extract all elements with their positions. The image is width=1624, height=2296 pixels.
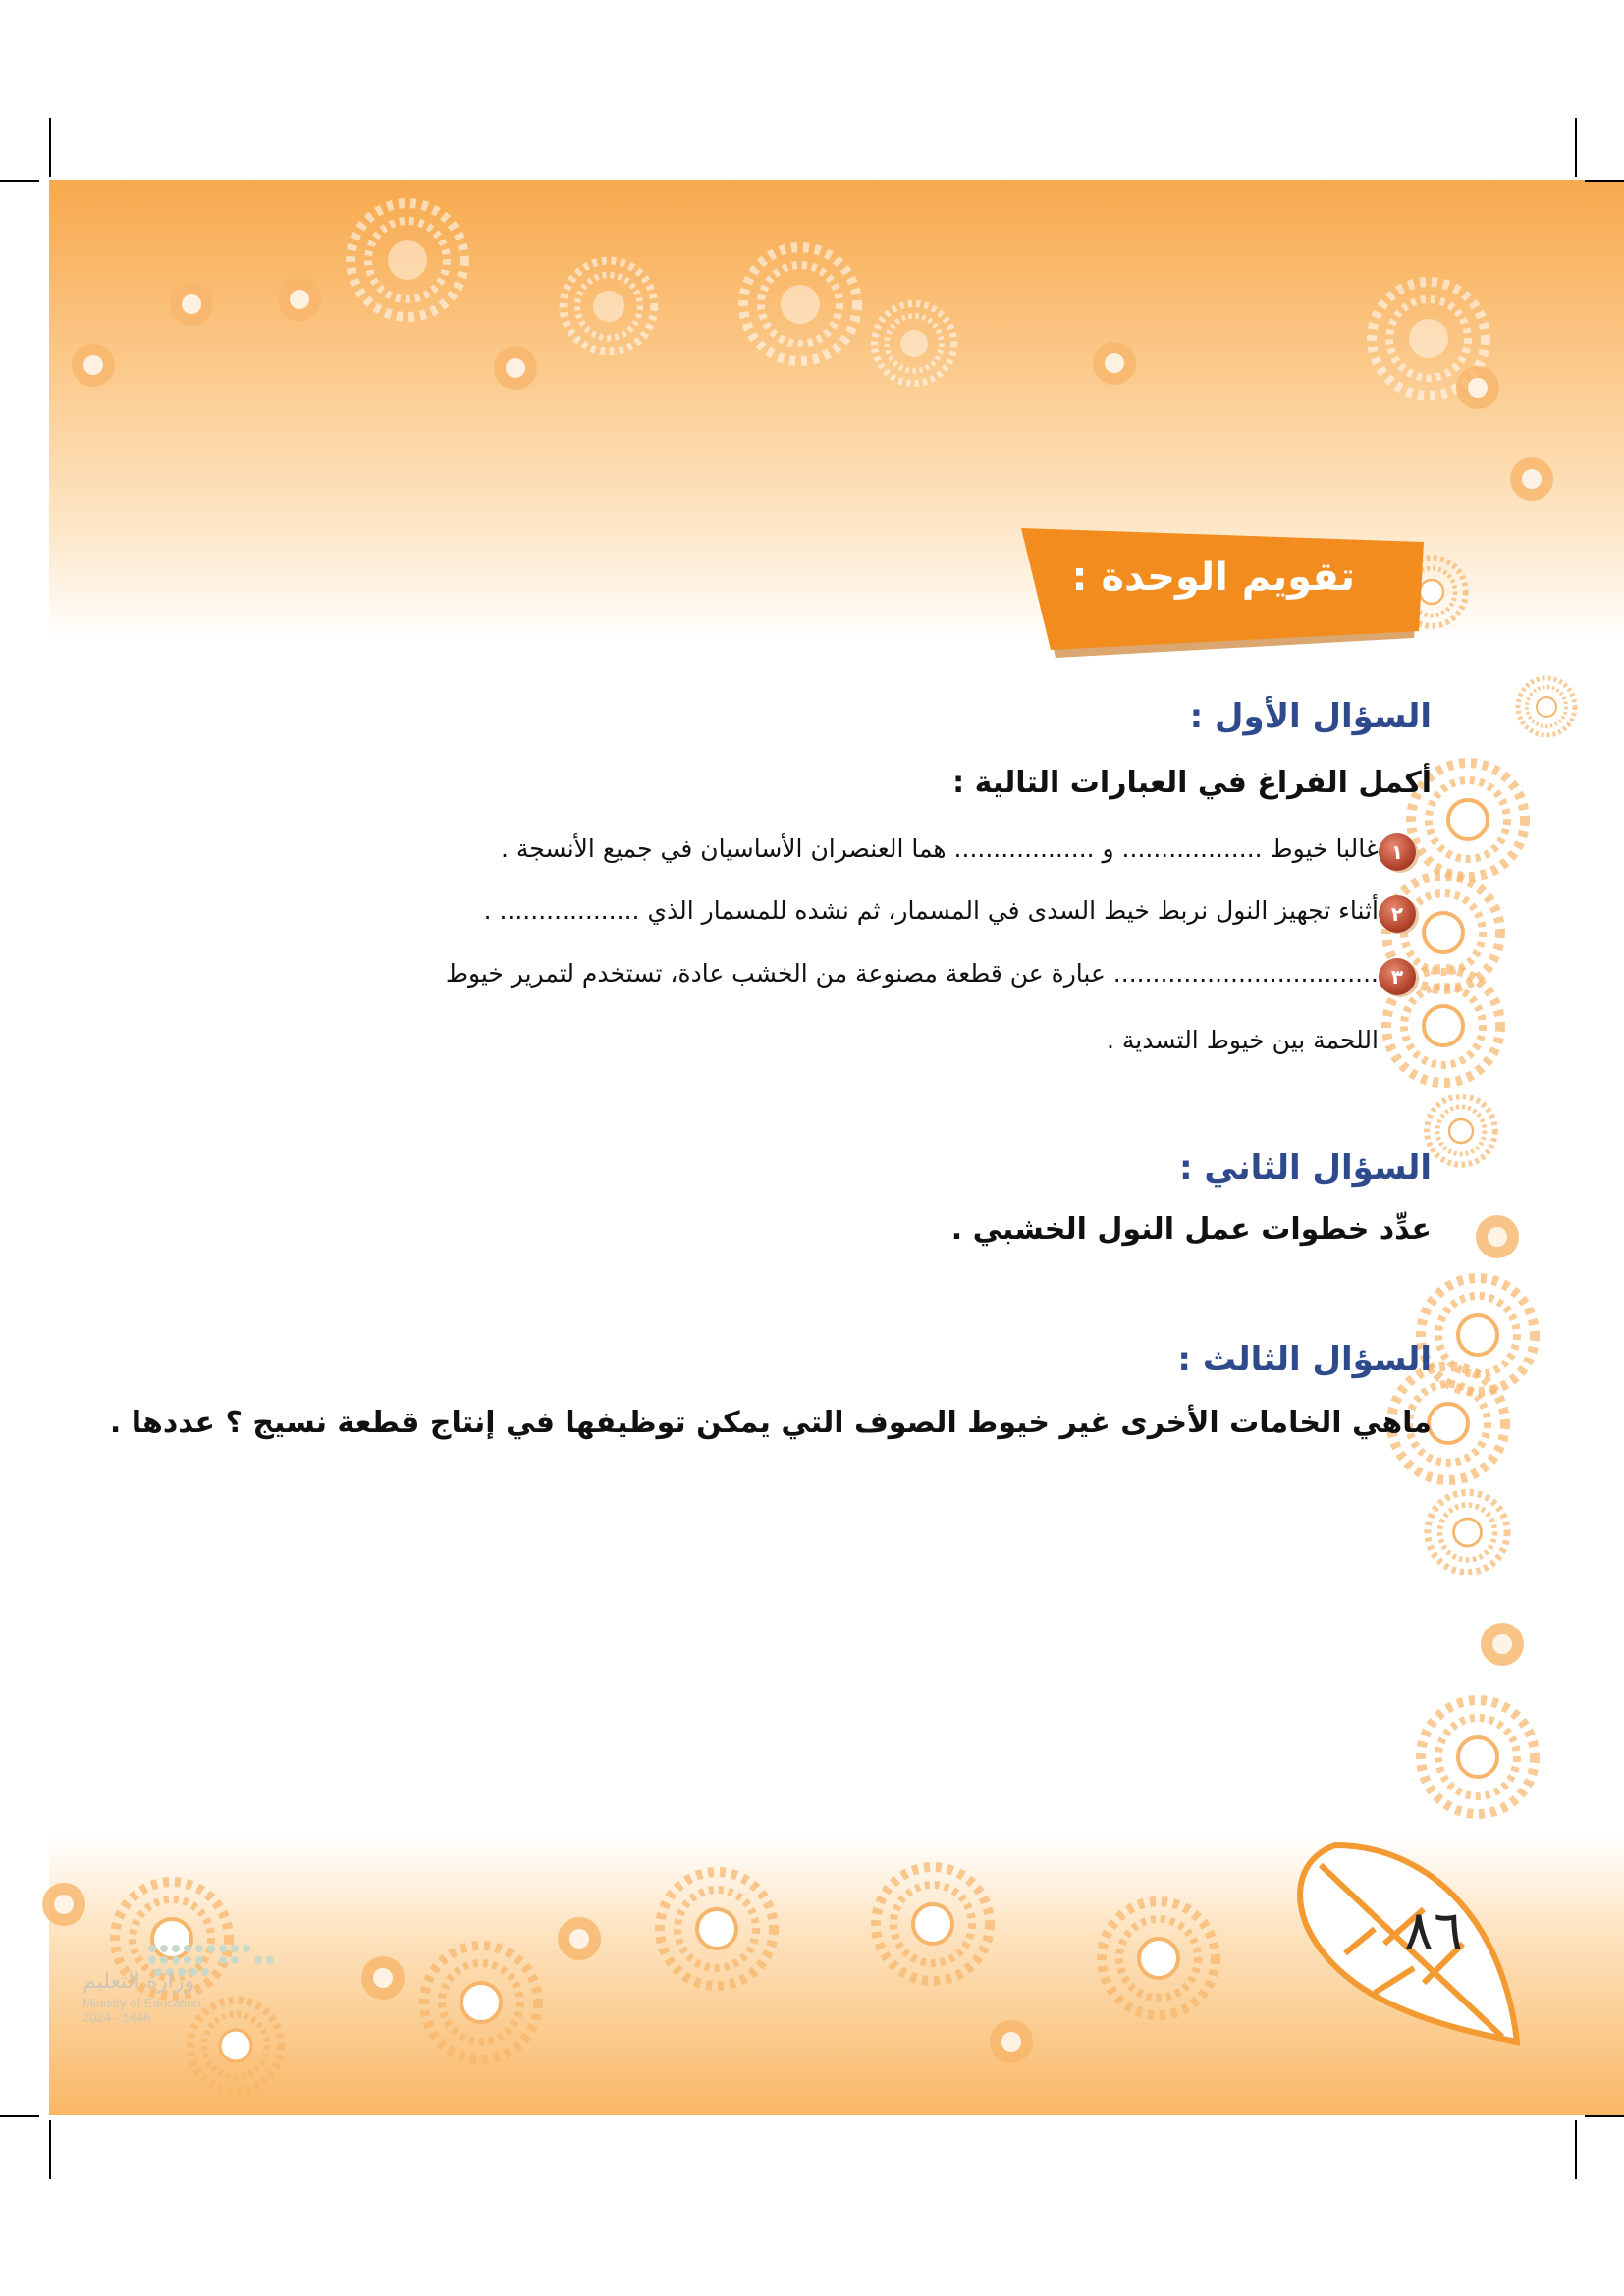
q1-instruction: أكمل الفراغ في العبارات التالية : [952,766,1432,800]
ministry-arabic: وزارة التعليم [82,1968,195,1993]
dot-icon [1510,457,1553,501]
dot-icon [170,283,213,326]
dot-icon [278,278,321,321]
q1-item-3-continuation: اللحمة بين خيوط التسدية . [1106,1026,1379,1054]
item-number-badge: ٣ [1379,958,1416,995]
dot-icon [361,1956,405,2000]
q2-text: عدِّد خطوات عمل النول الخشبي . [950,1212,1432,1247]
flower-icon [1421,1700,1535,1814]
dot-icon [990,2020,1033,2063]
item-number-badge: ٢ [1379,895,1416,933]
unit-title: تقويم الوحدة : [1071,555,1355,600]
flower-icon [876,1867,990,1981]
crop-mark [49,2120,51,2179]
ministry-english: Ministry of Education [82,1996,201,2010]
dot-icon [494,347,537,390]
flower-icon [424,1946,538,2059]
flower-icon [660,1872,774,1986]
item-number-badge: ١ [1379,833,1416,871]
dot-icon [558,1917,601,1960]
flower-icon [1102,1901,1216,2015]
crop-mark [1575,2120,1577,2179]
q2-heading: السؤال الثاني : [1179,1148,1432,1188]
flower-icon [1427,1096,1495,1165]
dot-icon [1476,1215,1519,1258]
crop-mark [49,118,51,177]
dot-icon [1456,366,1499,409]
flower-icon [351,203,464,317]
flower-icon [564,261,655,352]
q1-heading: السؤال الأول : [1189,697,1432,736]
flower-icon [743,247,857,361]
q3-heading: السؤال الثالث : [1177,1340,1432,1379]
flower-icon [1518,678,1575,735]
crop-mark [1575,118,1577,177]
page-number: ٨٦ [1403,1899,1464,1963]
dot-icon [72,344,115,387]
ministry-year: 2024 - 1446 [82,2010,151,2025]
ministry-logo [82,1968,298,2025]
q1-item-2: أثناء تجهيز النول نربط خيط السدى في المسمار، ثم نشده للمسمار الذي .................. . [483,896,1379,925]
q1-item-3: .................................. عبارة عن قطعة مصنوعة من الخشب عادة، تستخدم لتمرير خيوط [445,959,1379,988]
crop-mark [1585,180,1624,182]
dot-icon [42,1883,85,1926]
q3-text: ماهي الخامات الأخرى غير خيوط الصوف التي يمكن توظيفها في إنتاج قطعة نسيج ؟ عددها . [109,1406,1432,1440]
q1-item-1: غالبا خيوط .................. و .................. هما العنصران الأساسيان في جميع الأنسجة . [500,834,1379,863]
crop-mark [1585,2115,1624,2117]
flower-icon [1428,1492,1507,1572]
crop-mark [0,180,39,182]
flower-icon [874,303,953,383]
dot-icon [1481,1623,1524,1666]
dot-icon [1093,342,1136,385]
crop-mark [0,2115,39,2117]
